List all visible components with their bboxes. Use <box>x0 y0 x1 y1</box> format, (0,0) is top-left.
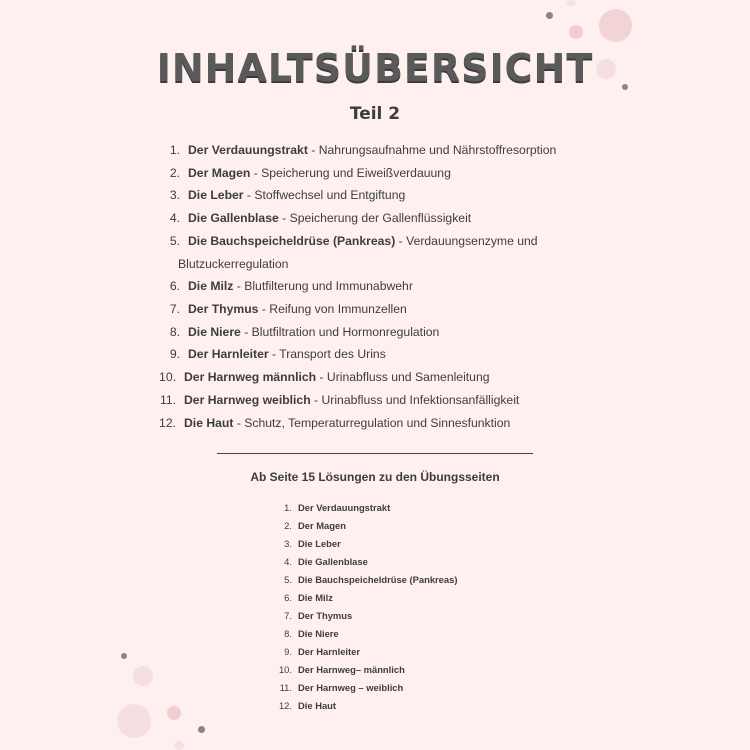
decor-dot <box>121 653 127 659</box>
decor-dot <box>198 726 205 733</box>
solution-number: 12. <box>278 700 292 711</box>
solution-item <box>270 682 403 694</box>
decor-dot <box>174 741 184 750</box>
solution-title: Der Magen <box>298 520 346 531</box>
page-subtitle: Teil 2 <box>349 104 401 124</box>
toc-item <box>160 142 556 158</box>
solution-title: Der Verdauungstrakt <box>298 502 391 513</box>
toc-title: Die Bauchspeicheldrüse (Pankreas) <box>188 234 396 248</box>
decor-dot <box>569 25 583 39</box>
decor-dot <box>546 12 553 19</box>
solution-item <box>270 538 341 550</box>
solution-number: 7. <box>284 610 292 621</box>
toc-title: Die Leber <box>188 188 244 202</box>
page-title: INHALTSÜBERSICHT <box>156 46 594 90</box>
toc-title: Die Milz <box>188 279 234 293</box>
toc-item <box>160 301 407 317</box>
toc-desc: - Blutfilterung und Immunabwehr <box>233 279 413 293</box>
toc-desc: - Urinabfluss und Infektionsanfälligkeit <box>310 393 520 407</box>
solutions-heading: Ab Seite 15 Lösungen zu den Übungsseiten <box>250 470 500 484</box>
toc-number: 1. <box>169 143 180 157</box>
decor-dot <box>133 666 153 686</box>
toc-number: 6. <box>169 279 180 293</box>
toc-item <box>160 233 538 249</box>
toc-desc: - Nahrungsaufnahme und Nährstoffresorption <box>307 143 557 157</box>
toc-item <box>160 187 405 203</box>
solution-number: 6. <box>284 592 292 603</box>
solution-title: Der Harnweg– männlich <box>298 664 405 675</box>
toc-item <box>156 392 519 408</box>
toc-desc: - Transport des Urins <box>268 347 386 361</box>
toc-number: 7. <box>169 302 180 316</box>
solution-title: Die Gallenblase <box>298 556 368 567</box>
solution-title: Der Harnleiter <box>298 646 361 657</box>
toc-number: 8. <box>169 325 180 339</box>
toc-desc: - Urinabfluss und Samenleitung <box>316 370 490 384</box>
solution-item <box>270 610 352 622</box>
toc-title: Die Gallenblase <box>188 211 279 225</box>
toc-number: 9. <box>169 347 180 361</box>
toc-desc: - Reifung von Immunzellen <box>258 302 407 316</box>
toc-desc: - Blutfiltration und Hormonregulation <box>240 325 440 339</box>
solution-item <box>270 502 390 514</box>
toc-number: 4. <box>169 211 180 225</box>
solution-item <box>270 628 339 640</box>
solution-item <box>270 592 333 604</box>
solution-number: 2. <box>284 520 292 531</box>
solution-item <box>270 520 346 532</box>
toc-item <box>160 210 471 226</box>
toc-desc: - Speicherung der Gallenflüssigkeit <box>278 211 472 225</box>
toc-item-continuation: Blutzuckerregulation <box>178 257 289 271</box>
toc-number: 2. <box>169 166 180 180</box>
toc-item <box>160 278 413 294</box>
solution-title: Die Bauchspeicheldrüse (Pankreas) <box>298 574 458 585</box>
toc-desc: - Stoffwechsel und Entgiftung <box>243 188 406 202</box>
toc-title: Die Haut <box>184 416 234 430</box>
solution-title: Der Harnweg – weiblich <box>298 682 404 693</box>
solution-item <box>270 700 336 712</box>
toc-title: Der Thymus <box>188 302 259 316</box>
toc-item <box>156 415 510 431</box>
solution-number: 8. <box>284 628 292 639</box>
solution-item <box>270 664 405 676</box>
toc-item <box>160 346 386 362</box>
toc-desc: - Speicherung und Eiweißverdauung <box>250 166 451 180</box>
solution-title: Die Haut <box>298 700 337 711</box>
solution-number: 10. <box>278 664 292 675</box>
solution-item <box>270 646 360 658</box>
section-divider <box>217 453 533 454</box>
decor-dot <box>566 0 576 6</box>
solution-title: Die Milz <box>298 592 333 603</box>
solution-number: 1. <box>284 502 292 513</box>
solution-number: 5. <box>284 574 292 585</box>
toc-title: Der Magen <box>188 166 251 180</box>
solution-item <box>270 556 368 568</box>
solution-number: 4. <box>284 556 292 567</box>
toc-number: 3. <box>169 188 180 202</box>
toc-title: Die Niere <box>188 325 241 339</box>
solution-number: 11. <box>279 682 292 693</box>
toc-desc: - Verdauungsenzyme und <box>395 234 538 248</box>
decor-dot <box>117 704 151 738</box>
toc-number: 10. <box>159 370 176 384</box>
decor-dot <box>167 706 181 720</box>
solution-number: 9. <box>284 646 292 657</box>
toc-number: 12. <box>159 416 176 430</box>
solution-number: 3. <box>284 538 292 549</box>
toc-item <box>156 369 490 385</box>
toc-title: Der Harnleiter <box>188 347 269 361</box>
toc-item <box>160 324 439 340</box>
toc-title: Der Verdauungstrakt <box>188 143 308 157</box>
toc-number: 5. <box>169 234 180 248</box>
toc-item <box>160 165 451 181</box>
decor-dot <box>599 9 632 42</box>
toc-title: Der Harnweg männlich <box>184 370 317 384</box>
solution-item <box>270 574 457 586</box>
toc-title: Der Harnweg weiblich <box>184 393 311 407</box>
solution-title: Die Leber <box>298 538 341 549</box>
toc-number: 11. <box>159 393 176 407</box>
toc-desc: - Schutz, Temperaturregulation und Sinnesfunktion <box>233 416 511 430</box>
solution-title: Die Niere <box>298 628 339 639</box>
solution-title: Der Thymus <box>298 610 353 621</box>
